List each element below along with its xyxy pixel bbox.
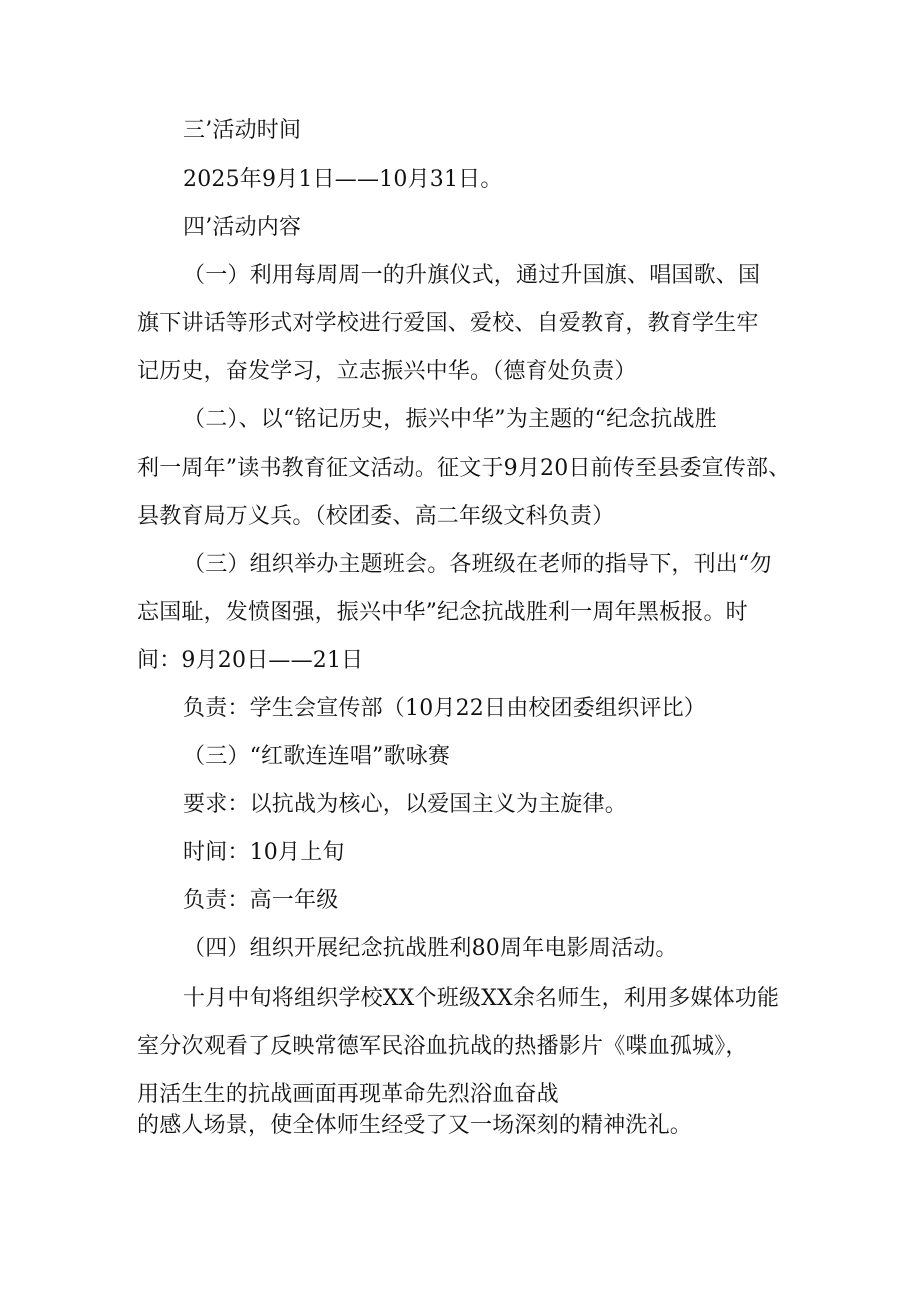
paragraph-line: 忘国耻，发愤图强，振兴中华”纪念抗战胜利一周年黑板报。时	[137, 600, 748, 625]
section-heading-time: 三’活动时间	[183, 118, 302, 143]
paragraph-line: 时间：10月上旬	[183, 840, 345, 865]
paragraph-line: 县教育局万义兵。（校团委、高二年级文科负责）	[137, 504, 615, 529]
paragraph-line: 十月中旬将组织学校XX个班级XX余名师生，利用多媒体功能	[183, 986, 780, 1011]
paragraph-line: 负责：高一年级	[183, 888, 339, 913]
paragraph-line: 旗下讲话等形式对学校进行爱国、爱校、自爱教育，教育学生牢	[137, 311, 759, 336]
paragraph-line: 间：9月20日——21日	[137, 648, 364, 673]
paragraph-line: （一）利用每周周一的升旗仪式，通过升国旗、唱国歌、国	[183, 263, 761, 288]
subsection-heading: （四）组织开展纪念抗战胜利80周年电影周活动。	[183, 936, 678, 961]
paragraph-line: 负责：学生会宣传部（10月22日由校团委组织评比）	[183, 696, 706, 721]
paragraph-line: 用活生生的抗战画面再现革命先烈浴血奋战	[137, 1082, 559, 1107]
section-heading-content: 四’活动内容	[183, 215, 302, 240]
paragraph-line: （三）组织举办主题班会。各班级在老师的指导下，刊出“勿	[183, 552, 772, 577]
paragraph-line: 要求：以抗战为核心，以爱国主义为主旋律。	[183, 792, 628, 817]
activity-date-range: 2025年9月1日——10月31日。	[183, 167, 503, 192]
subsection-heading: （三）“红歌连连唱”歌咏赛	[183, 744, 451, 769]
paragraph-line: 的感人场景，使全体师生经受了又一场深刻的精神洗礼。	[137, 1113, 693, 1138]
paragraph-line: 利一周年”读书教育征文活动。征文于9月20日前传至县委宣传部、	[137, 456, 791, 481]
paragraph-line: 记历史，奋发学习，立志振兴中华。（德育处负责）	[137, 359, 637, 384]
paragraph-line: 室分次观看了反映常德军民浴血抗战的热播影片《喋血孤城》，	[137, 1034, 748, 1059]
paragraph-line: （二）、以“铭记历史，振兴中华”为主题的“纪念抗战胜	[183, 407, 717, 432]
